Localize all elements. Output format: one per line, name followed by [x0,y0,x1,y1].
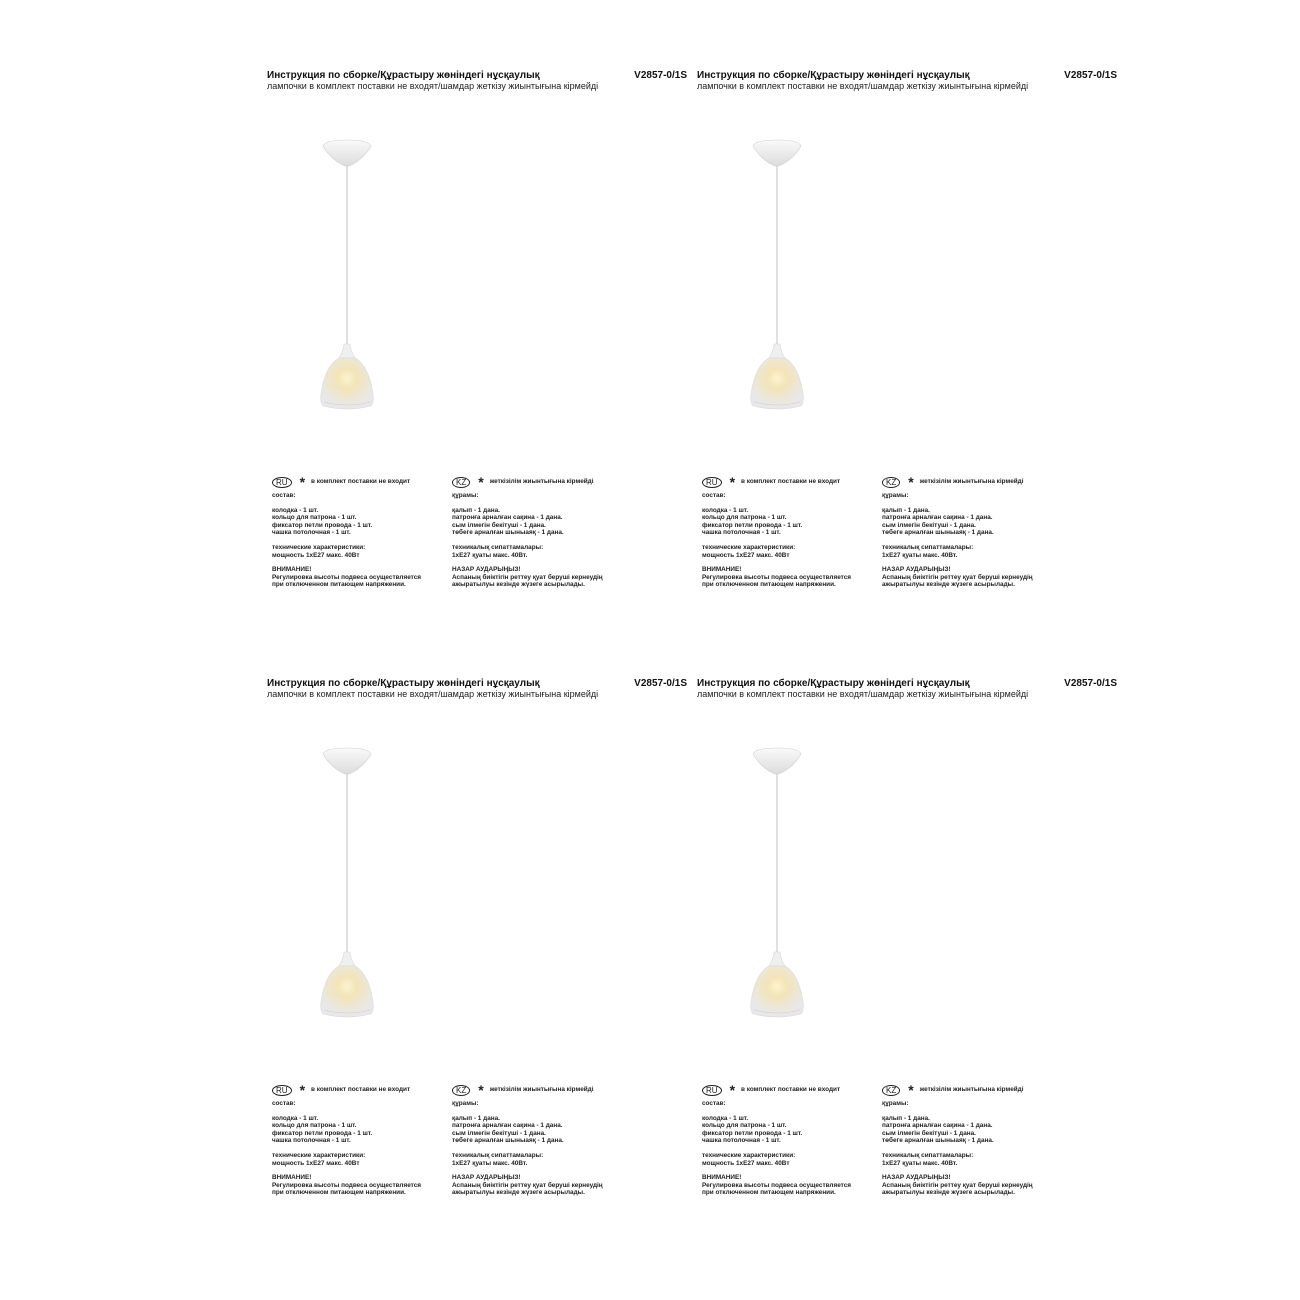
ru-tech [702,544,877,559]
kz-warning-line: Аспаның биіктігін реттеу қуат беруші кернеудің [882,1181,1033,1189]
ru-item: кольцо для патрона - 1 шт. [272,1122,357,1130]
instruction-sheet-2 [697,70,1127,650]
ru-item: чашка потолочная - 1 шт. [702,1137,781,1145]
ru-item: колодка - 1 шт. [702,1114,749,1122]
sheet-subtitle: лампочки в комплект поставки не входят/шамдар жеткізу жиынтығына кірмейді [697,689,1029,699]
kz-warning [882,566,1062,589]
model-number: V2857-0/1S [1064,678,1117,689]
ceiling-canopy [323,748,371,774]
ru-warning-line: Регулировка высоты подвеса осуществляется [702,573,852,581]
ru-note: в комплект поставки не входит [311,478,411,486]
kz-item: патронға арналған сақина - 1 дана. [882,514,993,522]
kz-item: қалып - 1 дана. [882,1114,930,1122]
kz-item: сым ілмегін бекітуші - 1 дана. [882,1129,976,1137]
kz-item: қалып - 1 дана. [882,506,930,514]
kz-warning-line: ажыратылуы кезінде жүзеге асырылады. [882,1189,1015,1197]
sheet-title-row [697,678,1117,689]
ru-badge-icon: RU [272,1085,292,1096]
kz-tech-value: 1хЕ27 қуаты макс. 40Вт. [882,551,958,559]
sheet-subtitle: лампочки в комплект поставки не входят/шамдар жеткізу жиынтығына кірмейді [267,689,599,699]
kz-warning [452,566,632,589]
asterisk-icon: * [908,1082,914,1098]
asterisk-icon: * [478,1082,484,1098]
kz-warning [882,1174,1062,1197]
ceiling-canopy [323,140,371,166]
asterisk-icon: * [478,474,484,490]
ru-item: фиксатор петли провода - 1 шт. [702,521,803,529]
asterisk-icon: * [729,1082,736,1098]
model-number: V2857-0/1S [634,70,687,81]
ru-warning-line: Регулировка высоты подвеса осуществляется [702,1181,852,1189]
kz-warning-line: ажыратылуы кезінде жүзеге асырылады. [452,1189,585,1197]
kz-tech [452,544,632,559]
ceiling-canopy [753,748,801,774]
glass-shade [751,966,804,1017]
kz-note: жеткізілім жиынтығына кірмейді [489,478,594,486]
kz-items [882,507,1062,537]
ru-badge-icon: RU [272,477,292,488]
ru-composition-label: состав: [272,492,296,499]
kz-tech-label: техникалық сипаттамалары: [452,543,544,551]
sheet-subtitle: лампочки в комплект поставки не входят/шамдар жеткізу жиынтығына кірмейді [697,81,1029,91]
ru-tech-value: мощность 1хЕ27 макс. 40Вт [702,551,790,559]
kz-badge-icon: KZ [882,477,900,488]
ru-item: кольцо для патрона - 1 шт. [272,514,357,522]
ru-warning-line: при отключенном питающем напряжении. [702,581,836,589]
instruction-sheet-3 [267,678,697,1258]
kz-tech [882,544,1062,559]
ru-tech-label: технические характеристики: [702,1151,796,1159]
lamp-socket [339,344,355,358]
kz-item: сым ілмегін бекітуші - 1 дана. [452,1129,546,1137]
ru-item: фиксатор петли провода - 1 шт. [272,1129,373,1137]
ru-warning [702,566,877,589]
ru-items [272,1115,447,1145]
kz-tech-label: техникалық сипаттамалары: [452,1151,544,1159]
kz-warning [452,1174,632,1197]
ru-item: фиксатор петли провода - 1 шт. [702,1129,803,1137]
ru-tech-value: мощность 1хЕ27 макс. 40Вт [272,551,360,559]
kz-items [882,1115,1062,1145]
ru-note: в комплект поставки не входит [311,1086,411,1094]
kz-warning-line: ажыратылуы кезінде жүзеге асырылады. [882,581,1015,589]
ru-tech [272,1152,447,1167]
ru-specification [702,475,877,596]
kz-tech [452,1152,632,1167]
kz-item: патронға арналған сақина - 1 дана. [452,514,563,522]
ru-specification [702,1083,877,1204]
sheet-title: Инструкция по сборке/Құрастыру жөніндегі нұсқаулық [697,678,970,689]
ru-warning-line: Регулировка высоты подвеса осуществляется [272,573,422,581]
asterisk-icon: * [299,1082,306,1098]
ru-specification [272,1083,447,1204]
kz-tech-value: 1хЕ27 қуаты макс. 40Вт. [452,551,528,559]
ru-item: чашка потолочная - 1 шт. [272,529,351,537]
sheet-title-row [697,70,1117,81]
kz-specification [882,1083,1062,1204]
ru-warning [272,566,447,589]
kz-warning-label: НАЗАР АУДАРЫҢЫЗ! [452,1174,521,1182]
kz-warning-line: Аспаның биіктігін реттеу қуат беруші кернеудің [452,573,603,581]
ru-composition-label: состав: [702,1100,726,1107]
kz-badge-icon: KZ [452,477,470,488]
ru-warning-line: Регулировка высоты подвеса осуществляется [272,1181,422,1189]
asterisk-icon: * [908,474,914,490]
kz-note: жеткізілім жиынтығына кірмейді [919,1086,1024,1094]
kz-warning-label: НАЗАР АУДАРЫҢЫЗ! [452,566,521,574]
ru-item: кольцо для патрона - 1 шт. [702,514,787,522]
kz-tech-value: 1хЕ27 қуаты макс. 40Вт. [452,1159,528,1167]
ru-item: кольцо для патрона - 1 шт. [702,1122,787,1130]
ru-items [702,1115,877,1145]
ru-tech-value: мощность 1хЕ27 макс. 40Вт [702,1159,790,1167]
kz-item: төбеге арналған шыныаяқ - 1 дана. [882,529,994,537]
ru-warning-line: при отключенном питающем напряжении. [272,581,406,589]
sheet-title: Инструкция по сборке/Құрастыру жөніндегі нұсқаулық [267,70,540,81]
kz-item: патронға арналған сақина - 1 дана. [882,1122,993,1130]
kz-item: патронға арналған сақина - 1 дана. [452,1122,563,1130]
ru-tech-label: технические характеристики: [272,543,366,551]
pendant-lamp-illustration [747,120,807,410]
kz-specification [882,475,1062,596]
asterisk-icon: * [299,474,306,490]
sheet-title: Инструкция по сборке/Құрастыру жөніндегі нұсқаулық [267,678,540,689]
kz-warning-label: НАЗАР АУДАРЫҢЫЗ! [882,566,951,574]
sheet-title-row [267,678,687,689]
ru-items [702,507,877,537]
kz-note: жеткізілім жиынтығына кірмейді [919,478,1024,486]
glass-shade [321,966,374,1017]
ru-badge-icon: RU [702,477,722,488]
ru-item: колодка - 1 шт. [272,506,319,514]
model-number: V2857-0/1S [1064,70,1117,81]
ru-warning-line: при отключенном питающем напряжении. [702,1189,836,1197]
pendant-lamp-illustration [747,728,807,1018]
kz-composition-label: құрамы: [452,1100,479,1107]
ru-items [272,507,447,537]
ru-specification [272,475,447,596]
kz-item: төбеге арналған шыныаяқ - 1 дана. [452,1137,564,1145]
kz-tech [882,1152,1062,1167]
ru-note: в комплект поставки не входит [741,478,841,486]
kz-warning-label: НАЗАР АУДАРЫҢЫЗ! [882,1174,951,1182]
ru-item: колодка - 1 шт. [272,1114,319,1122]
kz-warning-line: Аспаның биіктігін реттеу қуат беруші кернеудің [452,1181,603,1189]
kz-composition-label: құрамы: [452,492,479,499]
ru-warning-label: ВНИМАНИЕ! [272,1174,312,1182]
ru-warning [272,1174,447,1197]
kz-warning-line: ажыратылуы кезінде жүзеге асырылады. [452,581,585,589]
kz-tech-label: техникалық сипаттамалары: [882,1151,974,1159]
model-number: V2857-0/1S [634,678,687,689]
sheet-subtitle: лампочки в комплект поставки не входят/шамдар жеткізу жиынтығына кірмейді [267,81,599,91]
instruction-sheet-1 [267,70,697,650]
kz-warning-line: Аспаның биіктігін реттеу қуат беруші кернеудің [882,573,1033,581]
kz-tech-value: 1хЕ27 қуаты макс. 40Вт. [882,1159,958,1167]
lamp-socket [769,344,785,358]
ru-composition-label: состав: [272,1100,296,1107]
ru-item: чашка потолочная - 1 шт. [272,1137,351,1145]
ru-note: в комплект поставки не входит [741,1086,841,1094]
ru-tech-value: мощность 1хЕ27 макс. 40Вт [272,1159,360,1167]
ru-item: колодка - 1 шт. [702,506,749,514]
ru-tech-label: технические характеристики: [272,1151,366,1159]
kz-note: жеткізілім жиынтығына кірмейді [489,1086,594,1094]
kz-item: төбеге арналған шыныаяқ - 1 дана. [882,1137,994,1145]
lamp-socket [769,952,785,966]
kz-items [452,1115,632,1145]
asterisk-icon: * [729,474,736,490]
kz-item: қалып - 1 дана. [452,1114,500,1122]
ru-tech [272,544,447,559]
ru-item: чашка потолочная - 1 шт. [702,529,781,537]
ru-tech [702,1152,877,1167]
kz-item: қалып - 1 дана. [452,506,500,514]
kz-tech-label: техникалық сипаттамалары: [882,543,974,551]
lamp-socket [339,952,355,966]
ru-item: фиксатор петли провода - 1 шт. [272,521,373,529]
ru-composition-label: состав: [702,492,726,499]
kz-badge-icon: KZ [882,1085,900,1096]
ru-tech-label: технические характеристики: [702,543,796,551]
kz-item: сым ілмегін бекітуші - 1 дана. [882,521,976,529]
glass-shade [751,358,804,409]
ru-warning [702,1174,877,1197]
ru-warning-label: ВНИМАНИЕ! [272,566,312,574]
glass-shade [321,358,374,409]
ru-warning-label: ВНИМАНИЕ! [702,1174,742,1182]
ru-warning-line: при отключенном питающем напряжении. [272,1189,406,1197]
kz-specification [452,1083,632,1204]
kz-composition-label: құрамы: [882,1100,909,1107]
sheet-title: Инструкция по сборке/Құрастыру жөніндегі нұсқаулық [697,70,970,81]
kz-item: төбеге арналған шыныаяқ - 1 дана. [452,529,564,537]
kz-items [452,507,632,537]
pendant-lamp-illustration [317,120,377,410]
kz-item: сым ілмегін бекітуші - 1 дана. [452,521,546,529]
kz-composition-label: құрамы: [882,492,909,499]
ru-warning-label: ВНИМАНИЕ! [702,566,742,574]
sheet-title-row [267,70,687,81]
kz-badge-icon: KZ [452,1085,470,1096]
ru-badge-icon: RU [702,1085,722,1096]
ceiling-canopy [753,140,801,166]
pendant-lamp-illustration [317,728,377,1018]
instruction-sheet-4 [697,678,1127,1258]
kz-specification [452,475,632,596]
